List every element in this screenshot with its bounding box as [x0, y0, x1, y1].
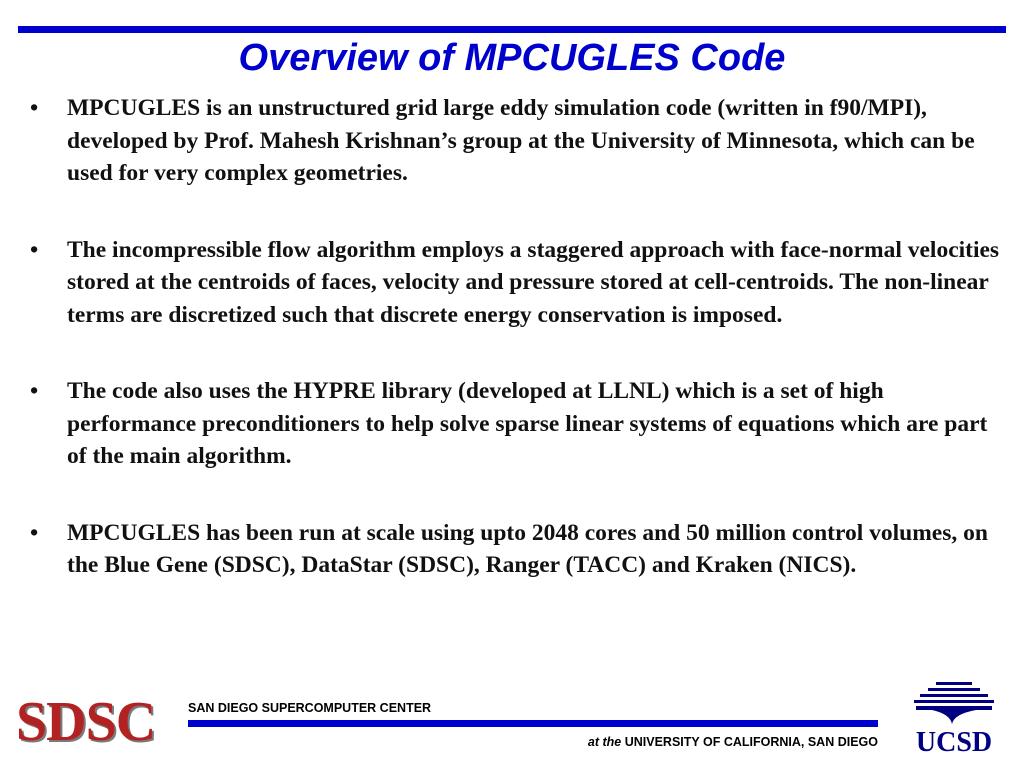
bullet-text: MPCUGLES has been run at scale using upto 2048 cores and 50 million control volumes, on the Blue Gene (SDSC), DataStar (SDSC), Ranger (TACC) and Kraken (NICS). [67, 519, 988, 578]
top-divider [18, 26, 1006, 33]
university-name: UNIVERSITY OF CALIFORNIA, SAN DIEGO [624, 735, 878, 749]
bullet-dot-icon: • [30, 378, 39, 404]
at-the-text: at the [587, 735, 622, 749]
ucsd-stripe [936, 682, 972, 685]
ucsd-stripe [920, 694, 988, 697]
bullet-text: The incompressible flow algorithm employs a staggered approach with face-normal velocities stored at the centroids of faces, velocity and pressure stored at cell-centroids. The non-linear terms are discretized such that discrete energy conservation is imposed. [67, 236, 1000, 328]
bullet-text: The code also uses the HYPRE library (developed at LLNL) which is a set of high performance preconditioners to help solve sparse linear systems of equations which are part of the main algorithm. [67, 378, 988, 469]
bullet-item [30, 234, 1005, 332]
bullet-item [30, 92, 1005, 190]
bullet-text: MPCUGLES is an unstructured grid large eddy simulation code (written in f90/MPI), developed by Prof. Mahesh Krishnan’s group at the University of Minnesota, which can be used for very complex geometries. [67, 95, 975, 186]
bullet-item [30, 375, 1005, 473]
bullet-dot-icon: • [30, 236, 39, 263]
ucsd-stripe [914, 700, 994, 703]
bullet-dot-icon: • [30, 95, 39, 121]
ucsd-logo-text: UCSD [915, 727, 993, 758]
sdsc-logo: SDSC [16, 691, 156, 753]
university-line [588, 735, 878, 749]
ucsd-arch [916, 706, 992, 724]
slide-title: Overview of MPCUGLES Code [238, 37, 786, 79]
ucsd-stripe [928, 688, 980, 691]
bullet-item [30, 517, 1005, 582]
footer-divider [188, 720, 878, 727]
bullet-dot-icon: • [30, 519, 39, 546]
center-name: SAN DIEGO SUPERCOMPUTER CENTER [188, 701, 432, 715]
bullet-list [30, 92, 1005, 626]
